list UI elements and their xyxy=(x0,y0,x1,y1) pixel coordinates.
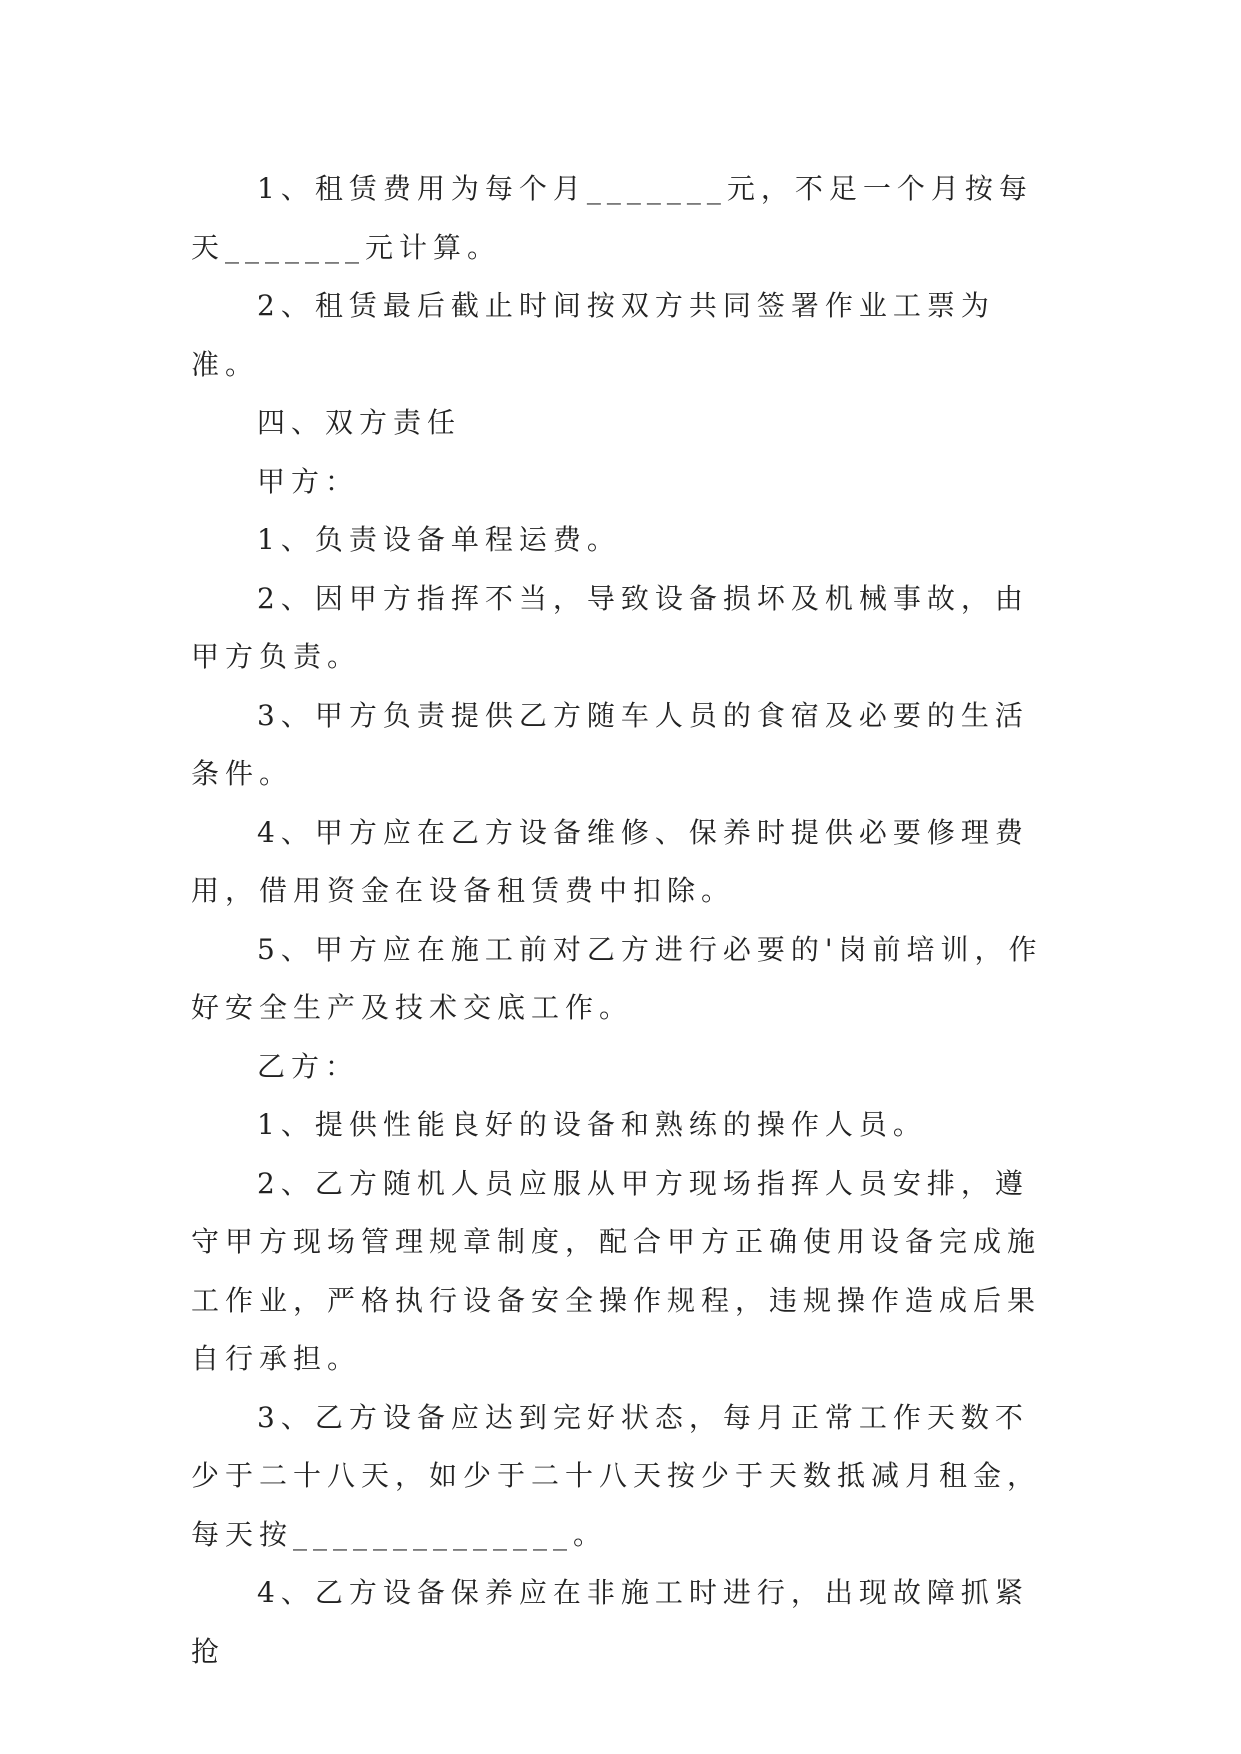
party-b-item-2: 2、乙方随机人员应服从甲方现场指挥人员安排，遵守甲方现场管理规章制度，配合甲方正确使用设备完成施工作业，严格执行设备安全操作规程，违规操作造成后果自行承担。 xyxy=(191,1166,1042,1375)
paragraph-rental-fee: 1、租赁费用为每个月_______元，不足一个月按每天_______元计算。 xyxy=(191,172,1033,264)
party-a-item-3: 3、甲方负责提供乙方随车人员的食宿及必要的生活条件。 xyxy=(191,698,1029,790)
party-a-heading: 甲方： xyxy=(257,464,360,498)
party-a-item-1: 1、负责设备单程运费。 xyxy=(257,523,621,556)
party-a-item-2: 2、因甲方指挥不当，导致设备损坏及机械事故，由甲方负责。 xyxy=(191,581,1029,673)
party-b-item-3: 3、乙方设备应达到完好状态，每月正常工作天数不少于二十八天，如少于二十八天按少于天数抵减月租金，每天按______________。 xyxy=(191,1400,1042,1551)
party-a-item-4: 4、甲方应在乙方设备维修、保养时提供必要修理费用，借用资金在设备租赁费中扣除。 xyxy=(191,815,1029,907)
party-b-item-4: 4、乙方设备保养应在非施工时进行，出现故障抓紧抢 xyxy=(191,1576,1029,1668)
party-a-item-5: 5、甲方应在施工前对乙方进行必要的'岗前培训，作好安全生产及技术交底工作。 xyxy=(191,932,1043,1024)
document-body xyxy=(191,160,1051,1681)
paragraph-rental-deadline: 2、租赁最后截止时间按双方共同签署作业工票为准。 xyxy=(191,289,995,381)
party-b-heading: 乙方： xyxy=(257,1049,360,1083)
section-heading-responsibilities: 四、双方责任 xyxy=(257,406,462,439)
party-b-item-1: 1、提供性能良好的设备和熟练的操作人员。 xyxy=(257,1108,927,1141)
